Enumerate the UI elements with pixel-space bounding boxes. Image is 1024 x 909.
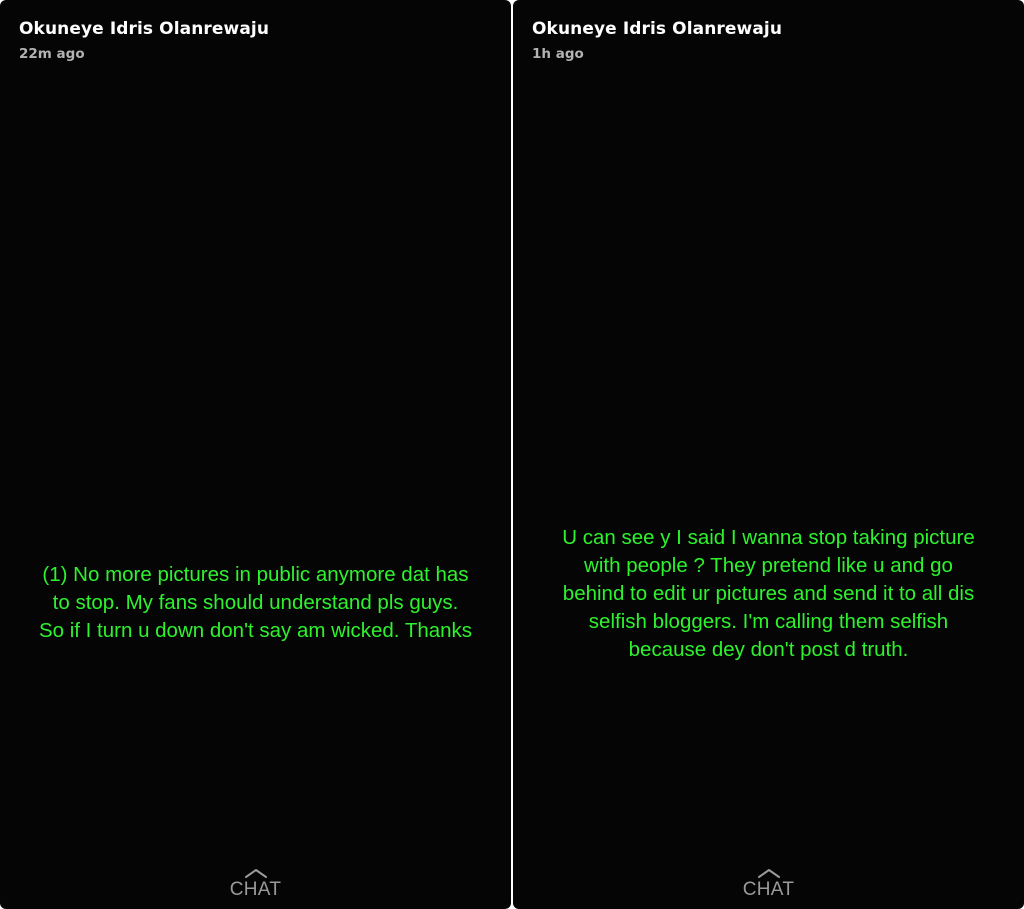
story-panel-2[interactable] [513,0,1024,909]
story-caption [0,561,511,645]
chevron-up-icon [244,868,268,878]
chat-label: CHAT [229,879,282,900]
sender-name[interactable]: Okuneye Idris Olanrewaju [532,19,783,39]
caption-line: So if I turn u down don't say am wicked. Thanks [38,619,473,642]
caption-line: because dey don't post d truth. [628,638,909,661]
story-caption [513,524,1024,664]
caption-line: behind to edit ur pictures and send it to all dis [562,582,975,605]
timestamp: 22m ago [19,46,85,62]
chevron-up-icon [757,868,781,878]
caption-line: with people ? They pretend like u and go [584,554,953,577]
story-header [19,18,499,63]
caption-line: selfish bloggers. I'm calling them selfish [588,610,949,633]
chat-button[interactable] [513,868,1024,901]
sender-name[interactable]: Okuneye Idris Olanrewaju [19,19,270,39]
story-panel-1[interactable] [0,0,511,909]
caption-line: U can see y I said I wanna stop taking picture [562,526,975,549]
story-header [532,18,1012,63]
chat-label: CHAT [742,879,795,900]
timestamp: 1h ago [532,46,584,62]
caption-line: (1) No more pictures in public anymore dat has [42,563,469,586]
chat-button[interactable] [0,868,511,901]
caption-line: to stop. My fans should understand pls guys. [52,591,459,614]
